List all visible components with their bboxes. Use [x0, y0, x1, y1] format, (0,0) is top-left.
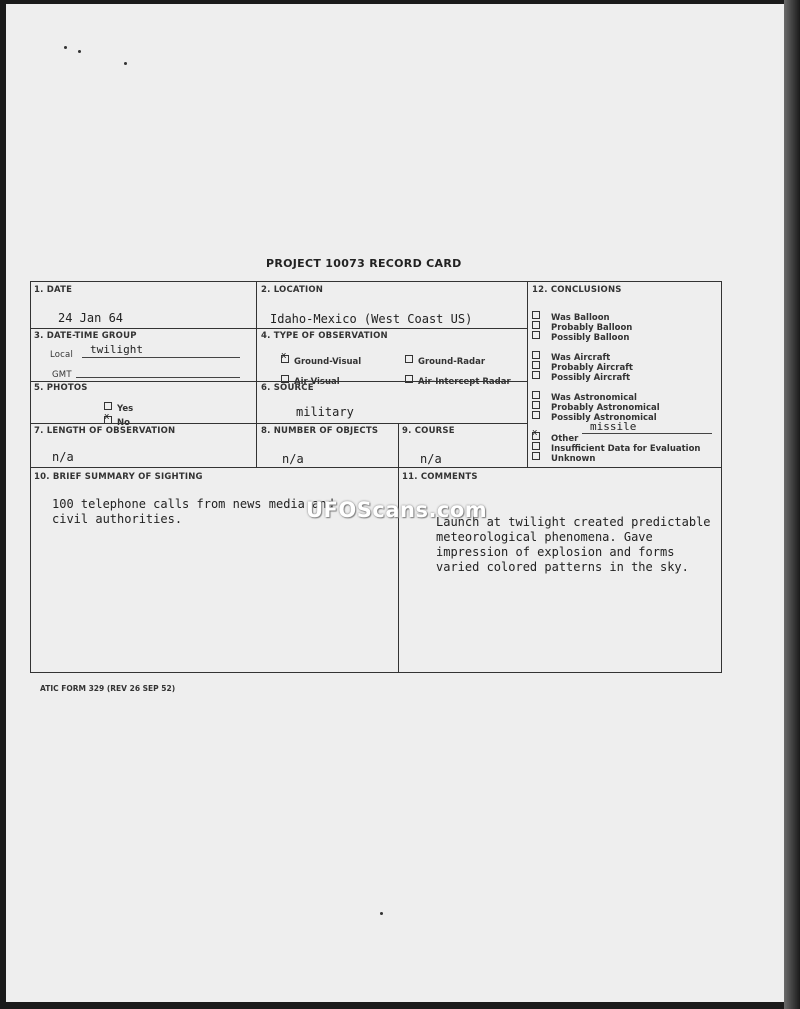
checkbox-icon[interactable] [532, 331, 540, 339]
row-divider [31, 467, 721, 468]
comments-line: Launch at twilight created predictable [436, 515, 711, 529]
dtg-label: 3. DATE-TIME GROUP [34, 331, 137, 341]
comments-line: varied colored patterns in the sky. [436, 560, 689, 574]
option-label: Ground-Radar [418, 357, 486, 367]
checkbox-icon[interactable] [532, 452, 540, 460]
local-underline [82, 357, 240, 358]
conclusion-label: Was Astronomical [551, 393, 637, 403]
option-label: Air-Intercept Radar [418, 377, 511, 387]
conclusion-label: Unknown [551, 454, 596, 464]
conclusion-label: Other [551, 434, 579, 444]
scan-speck [124, 62, 127, 65]
watermark: UFOScans.com [306, 498, 488, 522]
conclusion-label: Probably Astronomical [551, 403, 660, 413]
conclusion-label: Probably Aircraft [551, 363, 633, 373]
checkbox-icon[interactable] [281, 375, 289, 383]
option-ground-radar[interactable] [405, 349, 485, 368]
dtg-local-value: twilight [90, 343, 143, 356]
objects-label: 8. NUMBER OF OBJECTS [261, 426, 379, 436]
source-value: military [296, 405, 354, 419]
option-air-intercept-radar[interactable] [405, 369, 511, 388]
option-label: Ground-Visual [294, 357, 362, 367]
conclusions-label: 12. CONCLUSIONS [532, 285, 622, 295]
scan-speck [64, 46, 67, 49]
option-ground-visual[interactable] [281, 349, 361, 368]
column-divider [398, 423, 399, 673]
checkbox-icon[interactable] [104, 402, 112, 410]
summary-line: 100 telephone calls from news media and [52, 497, 334, 511]
column-divider [256, 282, 257, 467]
checkbox-icon[interactable] [532, 371, 540, 379]
conclusion-unknown[interactable] [532, 446, 595, 465]
photos-label: 5. PHOTOS [34, 383, 88, 393]
length-label: 7. LENGTH OF OBSERVATION [34, 426, 176, 436]
other-underline [582, 433, 712, 434]
conclusion-label: Possibly Balloon [551, 333, 630, 343]
checkbox-checked-icon[interactable] [281, 355, 289, 363]
conclusion-possibly-aircraft[interactable] [532, 365, 630, 384]
conclusion-label: Probably Balloon [551, 323, 633, 333]
conclusion-label: Was Aircraft [551, 353, 611, 363]
checkbox-checked-icon[interactable] [104, 416, 112, 424]
scan-edge-shadow [784, 0, 800, 1009]
observation-label: 4. TYPE OF OBSERVATION [261, 331, 388, 341]
length-value: n/a [52, 450, 74, 464]
dtg-local-label: Local [50, 350, 74, 360]
conclusion-label: Possibly Astronomical [551, 413, 657, 423]
column-divider [527, 282, 528, 467]
row-divider [31, 328, 527, 329]
summary-line: civil authorities. [52, 512, 183, 526]
option-label: Air-Visual [294, 377, 340, 387]
scan-speck [78, 50, 81, 53]
conclusion-label: Possibly Aircraft [551, 373, 631, 383]
course-value: n/a [420, 452, 442, 466]
comments-line: impression of explosion and forms [436, 545, 675, 559]
dtg-gmt-label: GMT [52, 370, 72, 380]
conclusion-other-value: missile [590, 420, 637, 433]
location-value: Idaho-Mexico (West Coast US) [270, 312, 473, 326]
conclusion-possibly-balloon[interactable] [532, 325, 629, 344]
comments-label: 11. COMMENTS [402, 472, 478, 482]
location-label: 2. LOCATION [261, 285, 324, 295]
comments-line: meteorological phenomena. Gave [436, 530, 653, 544]
photos-no-label: No [117, 418, 130, 428]
checkbox-icon[interactable] [532, 411, 540, 419]
date-value: 24 Jan 64 [58, 311, 124, 325]
date-label: 1. DATE [34, 285, 73, 295]
gmt-underline [76, 377, 240, 378]
summary-label: 10. BRIEF SUMMARY OF SIGHTING [34, 472, 203, 482]
form-id: ATIC FORM 329 (REV 26 SEP 52) [40, 684, 176, 693]
scan-speck [380, 912, 383, 915]
checkbox-icon[interactable] [405, 375, 413, 383]
course-label: 9. COURSE [402, 426, 455, 436]
conclusion-label: Was Balloon [551, 313, 610, 323]
conclusion-label: Insufficient Data for Evaluation [551, 444, 701, 454]
source-label: 6. SOURCE [261, 383, 314, 393]
card-title: PROJECT 10073 RECORD CARD [266, 257, 462, 270]
checkbox-icon[interactable] [405, 355, 413, 363]
objects-value: n/a [282, 452, 304, 466]
photos-yes-label: Yes [117, 404, 134, 414]
